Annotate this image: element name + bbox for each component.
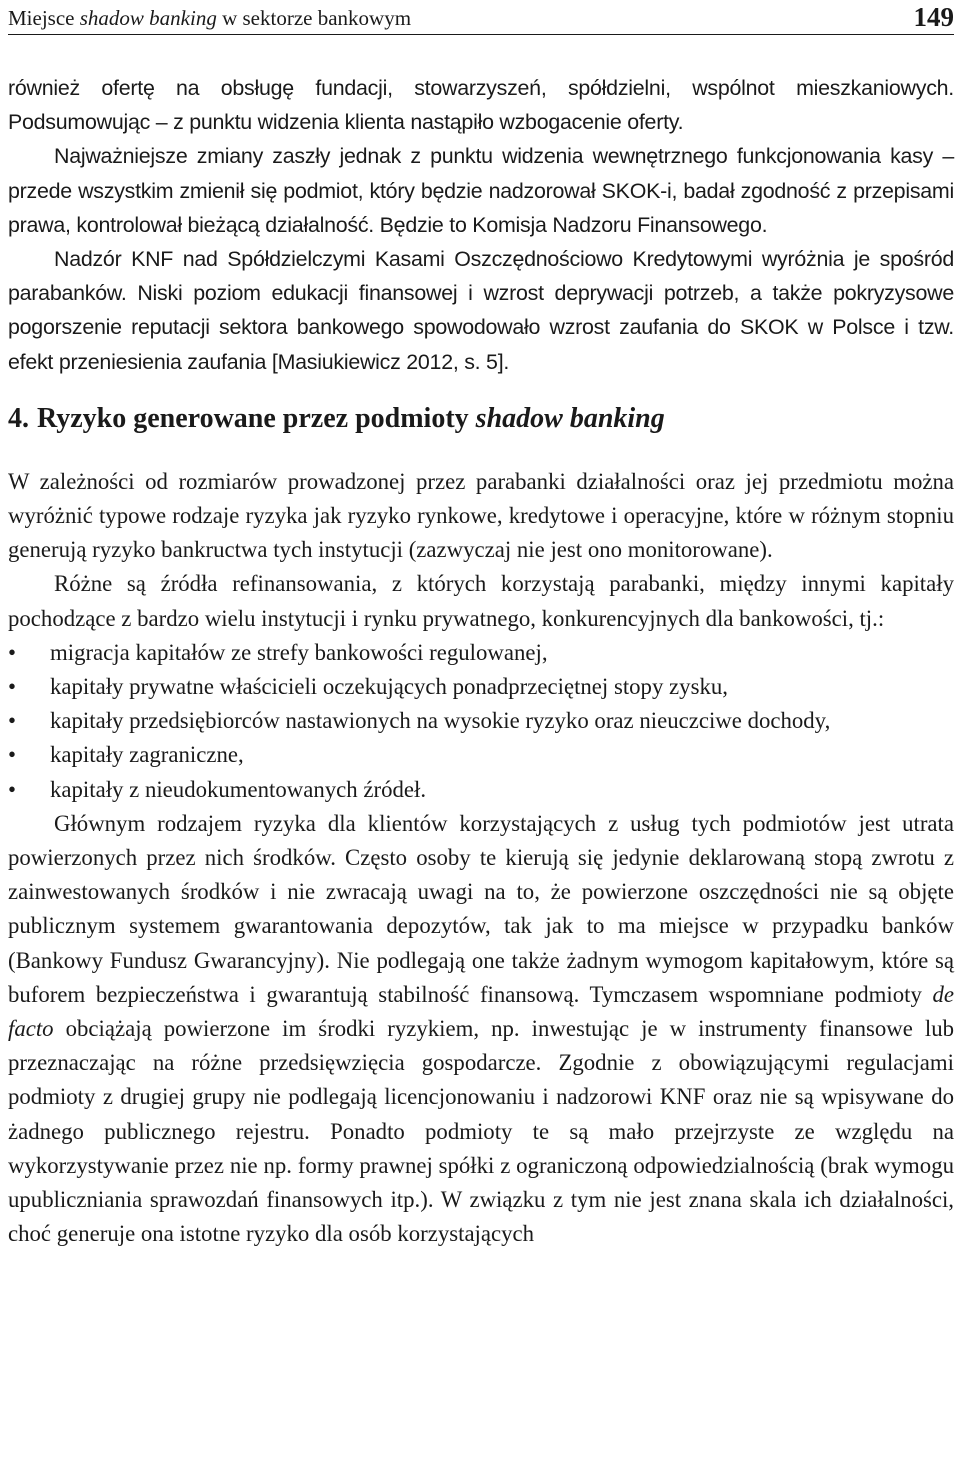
bullet-list <box>8 636 954 807</box>
list-item: • migracja kapitałów ze strefy bankowości regulowanej, <box>8 636 954 670</box>
list-item: • kapitały z nieudokumentowanych źródeł. <box>8 773 954 807</box>
running-head-title <box>8 1 411 35</box>
document-page <box>8 0 954 1252</box>
paragraph-trust-transfer: Niski poziom edukacji finansowej i wzrost deprywacji potrzeb, a także pokryzysowe pogorszenie reputacji sektora bankowego spowodowało wzrost zaufania do SKOK w Polsce i tzw. efekt przeniesienia zaufania [Masiukiewicz 2012, s. 5]. <box>8 281 954 374</box>
running-head <box>8 0 954 35</box>
paragraph-main-risk-part2: obciążają powierzone im środki ryzykiem, np. inwestując je w instrumenty finansowe lub przeznaczając na różne przedsięwzięcia gospodarcze. Zgodnie z obowiązującymi regulacjami podmioty z drugiej grupy nie podlegają licencjonowaniu i nadzorowi KNF oraz nie są wpisywane do żadnego publicznego rejestru. Ponadto podmioty te są mało przejrzyste ze względu na wykorzystywanie przez nie np. formy prawnej spółki z ograniczoną odpowiedzialnością (brak wymogu upubliczniania sprawozdań finansowych itp.). W związku z tym nie jest znana skala ich działalności, choć generuje ona istotne ryzyko dla osób korzystających <box>8 1016 954 1247</box>
section-title-italic: shadow banking <box>475 402 665 434</box>
paragraph-knf-supervision <box>8 242 954 379</box>
paragraph-refinancing-sources: Różne są źródła refinansowania, z których korzystają parabanki, między innymi kapitały pochodzące z bardzo wielu instytucji i rynku prywatnego, konkurencyjnych dla bankowości, tj.: <box>8 571 954 631</box>
paragraph-knf-supervision-sans: Nadzór KNF nad Spółdzielczymi Kasami Oszczędnościowo Kredytowymi wyróżnia je spośród parabanków. <box>8 247 954 306</box>
running-head-title-prefix: Miejsce <box>8 6 80 30</box>
paragraph-main-risk-part1: Głównym rodzajem ryzyka dla klientów korzystających z usług tych podmiotów jest utrata powierzonych przez nich środków. Często osoby te kierują się jedynie deklarowaną stopą zwrotu z zainwestowanych środków i nie zwracają uwagi na to, że powierzone oszczędności nie są objęte publicznym systemem gwarantowania depozytów, tak jak to ma miejsce w przypadku banków (Bankowy Fundusz Gwarancyjny). Nie podlegają one także żadnym wymogom kapitałowym, które są buforem bezpieczeństwa i gwarantują stabilność finansową. Tymczasem wspomniane podmioty <box>8 810 954 1007</box>
paragraph-continuation: również ofertę na obsługę fundacji, stowarzyszeń, spółdzielni, wspólnot mieszkaniowych. Podsumowując – z punktu widzenia klienta nastąpiło wzbogacenie oferty. <box>8 76 954 135</box>
section-heading <box>8 401 954 437</box>
body-text <box>8 71 954 1252</box>
section-title-text: Ryzyko generowane przez podmioty <box>37 402 476 434</box>
page-number: 149 <box>913 2 954 32</box>
paragraph-risk-types: W zależności od rozmiarów prowadzonej przez parabanki działalności oraz jej przedmiotu można wyróżnić typowe rodzaje ryzyka jak ryzyko rynkowe, kredytowe i operacyjne, które w różnym stopniu generują ryzyko bankructwa tych instytucji (zazwyczaj nie jest ono monitorowane). <box>8 468 954 563</box>
paragraph-main-risk-italic: de facto <box>8 981 954 1042</box>
paragraph-main-risk <box>8 807 954 1252</box>
running-head-title-suffix: w sektorze bankowym <box>216 6 412 30</box>
paragraph-knf-changes: Najważniejsze zmiany zaszły jednak z punktu widzenia wewnętrznego funkcjonowania kasy – przede wszystkim zmienił się podmiot, który będzie nadzorował SKOK-i, badał zgodność z przepisami prawa, kontrolował bieżącą działalność. Będzie to Komisja Nadzoru Finansowego. <box>8 144 954 237</box>
running-head-title-italic: shadow banking <box>79 6 217 30</box>
section-number: 4. <box>8 402 29 434</box>
list-item: • kapitały prywatne właścicieli oczekujących ponadprzeciętnej stopy zysku, <box>8 670 954 704</box>
list-item: • kapitały przedsiębiorców nastawionych na wysokie ryzyko oraz nieuczciwe dochody, <box>8 704 954 738</box>
list-item: • kapitały zagraniczne, <box>8 738 954 772</box>
